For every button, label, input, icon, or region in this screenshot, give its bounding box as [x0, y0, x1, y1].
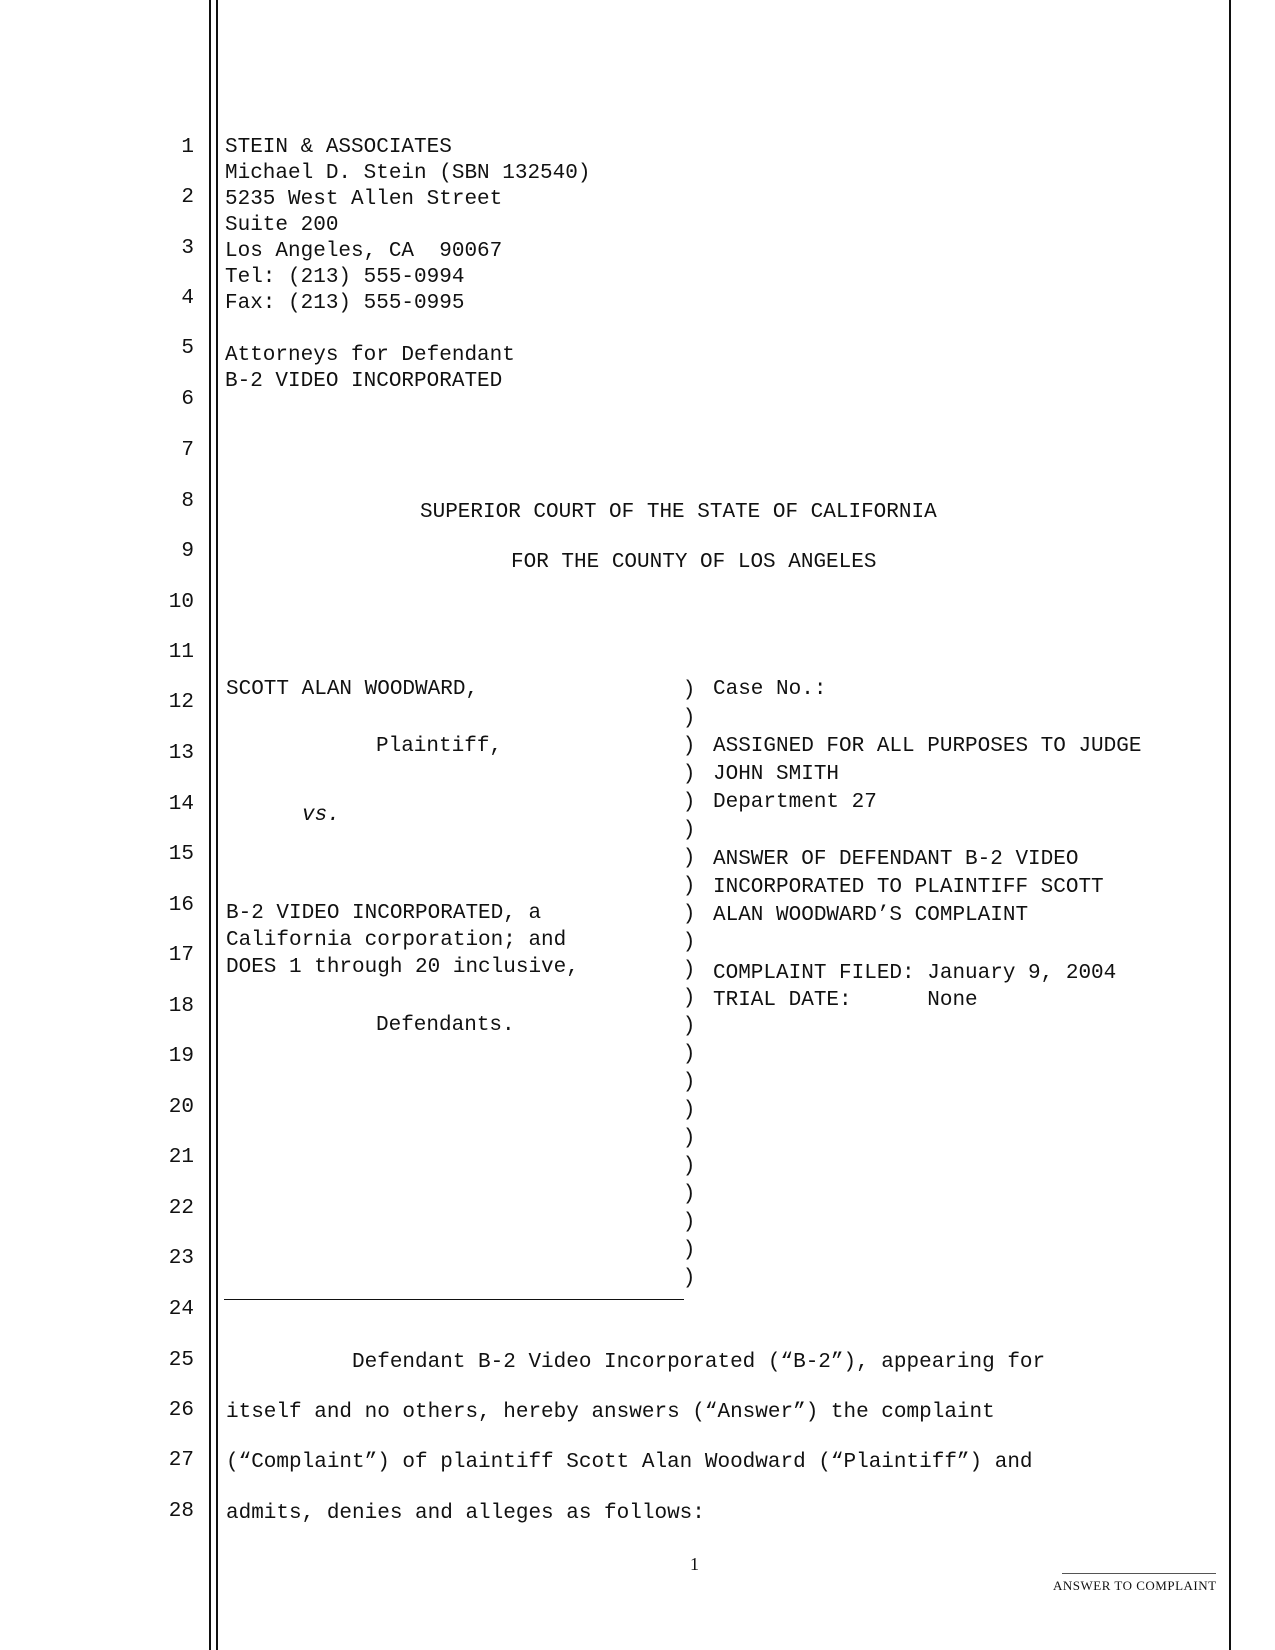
line-number: 12 — [168, 691, 194, 714]
caption-paren: ) — [682, 1071, 696, 1094]
caption-paren: ) — [682, 1183, 696, 1206]
defendant-label: Defendants. — [376, 1014, 515, 1037]
court-county: FOR THE COUNTY OF LOS ANGELES — [511, 551, 877, 574]
complaint-filed: COMPLAINT FILED: January 9, 2004 — [713, 962, 1117, 985]
firm-name: STEIN & ASSOCIATES — [225, 136, 452, 159]
defendant-name-line-3: DOES 1 through 20 inclusive, — [226, 956, 579, 979]
attorney-name: Michael D. Stein (SBN 132540) — [225, 162, 591, 185]
line-number: 23 — [168, 1247, 194, 1270]
line-number: 25 — [168, 1349, 194, 1372]
caption-paren: ) — [682, 763, 696, 786]
caption-paren: ) — [682, 819, 696, 842]
caption-paren: ) — [682, 1099, 696, 1122]
footer-document-title: ANSWER TO COMPLAINT — [1053, 1578, 1217, 1593]
line-number: 5 — [181, 337, 194, 360]
case-number-label: Case No.: — [713, 678, 827, 701]
caption-paren: ) — [682, 1267, 696, 1290]
document-title-line-1: ANSWER OF DEFENDANT B-2 VIDEO — [713, 848, 1079, 871]
suite: Suite 200 — [225, 214, 339, 237]
line-number: 9 — [181, 540, 194, 563]
department: Department 27 — [713, 791, 877, 814]
line-number: 17 — [168, 944, 194, 967]
assigned-judge-line-2: JOHN SMITH — [713, 763, 840, 786]
footer-rule — [1062, 1573, 1216, 1574]
line-number: 10 — [168, 591, 194, 614]
left-margin-rule-outer — [209, 0, 211, 1650]
caption-paren: ) — [682, 1127, 696, 1150]
defendant-name-line-2: California corporation; and — [226, 929, 567, 952]
caption-underline — [224, 1299, 684, 1300]
caption-paren: ) — [682, 1155, 696, 1178]
versus: vs. — [302, 804, 340, 827]
line-number: 2 — [181, 186, 194, 209]
caption-paren: ) — [682, 1239, 696, 1262]
line-number: 27 — [168, 1449, 194, 1472]
line-number: 19 — [168, 1045, 194, 1068]
line-number: 18 — [168, 995, 194, 1018]
line-number: 21 — [168, 1146, 194, 1169]
body-line: (“Complaint”) of plaintiff Scott Alan Woodward (“Plaintiff”) and — [226, 1451, 1033, 1474]
caption-paren: ) — [682, 959, 696, 982]
caption-paren: ) — [682, 1211, 696, 1234]
line-number: 8 — [181, 490, 194, 513]
caption-paren: ) — [682, 791, 696, 814]
caption-paren: ) — [682, 847, 696, 870]
line-number: 14 — [168, 793, 194, 816]
caption-paren: ) — [682, 707, 696, 730]
assigned-judge-line-1: ASSIGNED FOR ALL PURPOSES TO JUDGE — [713, 735, 1142, 758]
line-number: 3 — [181, 237, 194, 260]
caption-paren: ) — [682, 987, 696, 1010]
right-margin-rule — [1229, 0, 1231, 1650]
attorney-role: Attorneys for Defendant — [225, 344, 515, 367]
caption-paren: ) — [682, 1015, 696, 1038]
caption-paren: ) — [682, 931, 696, 954]
document-title-line-2: INCORPORATED TO PLAINTIFF SCOTT — [713, 876, 1104, 899]
plaintiff-name: SCOTT ALAN WOODWARD, — [226, 678, 479, 701]
left-margin-rule-inner — [216, 0, 218, 1650]
line-number: 1 — [181, 136, 194, 159]
street-address: 5235 West Allen Street — [225, 188, 503, 211]
caption-paren: ) — [682, 903, 696, 926]
line-number: 28 — [168, 1500, 194, 1523]
body-line: admits, denies and alleges as follows: — [226, 1502, 705, 1525]
document-title-line-3: ALAN WOODWARD’S COMPLAINT — [713, 904, 1029, 927]
telephone: Tel: (213) 555-0994 — [225, 266, 465, 289]
body-line: itself and no others, hereby answers (“Answer”) the complaint — [226, 1401, 995, 1424]
line-number: 7 — [181, 439, 194, 462]
line-number: 22 — [168, 1197, 194, 1220]
caption-paren: ) — [682, 875, 696, 898]
client-name: B-2 VIDEO INCORPORATED — [225, 370, 503, 393]
trial-date: TRIAL DATE: None — [713, 989, 978, 1012]
line-number: 20 — [168, 1096, 194, 1119]
line-number: 24 — [168, 1298, 194, 1321]
line-number: 15 — [168, 843, 194, 866]
court-name: SUPERIOR COURT OF THE STATE OF CALIFORNIA — [420, 501, 937, 524]
fax: Fax: (213) 555-0995 — [225, 292, 465, 315]
caption-paren: ) — [682, 679, 696, 702]
body-line: Defendant B-2 Video Incorporated (“B-2”), appearing for — [226, 1351, 1046, 1374]
line-number: 26 — [168, 1399, 194, 1422]
plaintiff-label: Plaintiff, — [376, 735, 503, 758]
city-state-zip: Los Angeles, CA 90067 — [225, 240, 503, 263]
defendant-name-line-1: B-2 VIDEO INCORPORATED, a — [226, 902, 542, 925]
caption-paren: ) — [682, 1043, 696, 1066]
line-number: 4 — [181, 287, 194, 310]
line-number: 13 — [168, 742, 194, 765]
line-number: 11 — [168, 641, 194, 664]
line-number: 16 — [168, 894, 194, 917]
caption-paren: ) — [682, 735, 696, 758]
line-number: 6 — [181, 388, 194, 411]
page-number: 1 — [690, 1554, 699, 1574]
